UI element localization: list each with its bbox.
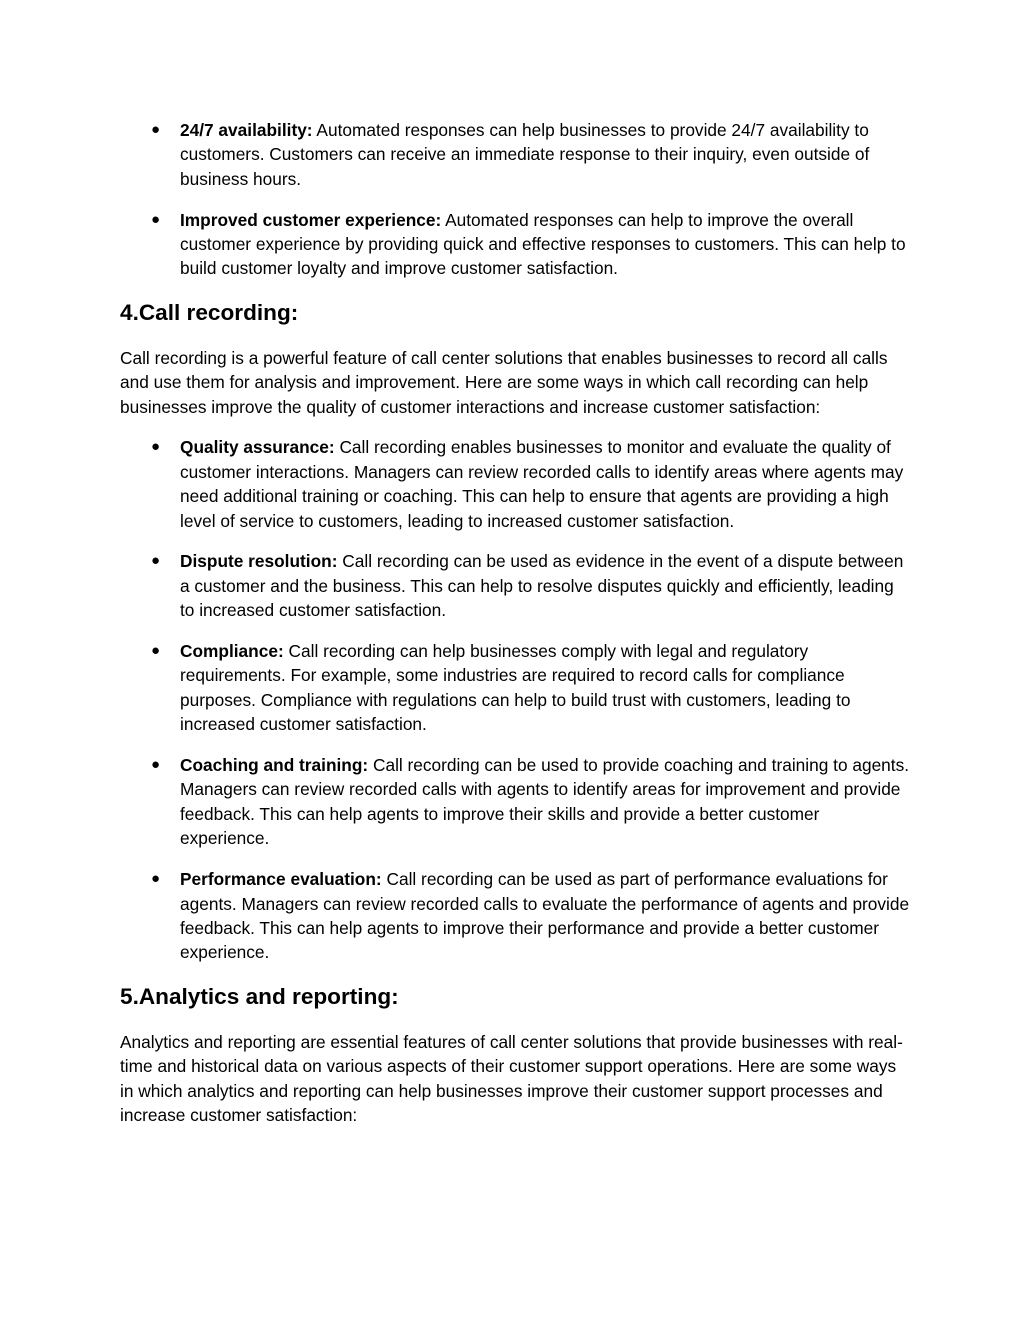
list-item (120, 753, 910, 851)
item-text: Call recording can be used as evidence in the event of a dispute between a customer and the business. This can help to resolve disputes quickly and efficiently, leading to increased customer satisfaction. (180, 551, 904, 621)
bullet-icon: ● (151, 642, 161, 660)
item-term: Dispute resolution: (180, 551, 338, 572)
bullet-list-call-recording (120, 435, 910, 964)
item-text: Call recording can be used as part of performance evaluations for agents. Managers can review recorded calls to evaluate the performance of agents and provide feedback. This can help agents to improve their performance and provide a better customer experience. (180, 869, 910, 963)
item-text: Call recording can be used to provide coaching and training to agents. Managers can review recorded calls with agents to identify areas for improvement and provide feedback. This can help agents to improve their skills and provide a better customer experience. (180, 755, 910, 849)
bullet-icon: ● (151, 552, 161, 570)
list-item (120, 639, 910, 737)
item-text: Call recording enables businesses to monitor and evaluate the quality of customer interactions. Managers can review recorded calls to identify areas where agents may need additional training or coaching. This can help to ensure that agents are providing a high level of service to customers, leading to increased customer satisfaction. (180, 437, 904, 531)
bullet-icon: ● (151, 870, 161, 888)
item-text: Automated responses can help businesses to provide 24/7 availability to customers. Customers can receive an immediate response to their inquiry, even outside of business hours. (180, 120, 870, 189)
item-term: Improved customer experience: (180, 209, 442, 230)
list-item (120, 867, 910, 965)
item-term: Quality assurance: (180, 437, 335, 458)
list-item (120, 549, 910, 622)
item-text: Call recording can help businesses comply with legal and regulatory requirements. For example, some industries are required to record calls for compliance purposes. Compliance with regulations can help to build trust with customers, leading to increased customer satisfaction. (180, 641, 851, 735)
section-intro-analytics: Analytics and reporting are essential features of call center solutions that provide businesses with real-time and historical data on various aspects of their customer support operations. Here are some ways in which analytics and reporting can help businesses improve their customer support processes and increase customer satisfaction: (120, 1031, 903, 1125)
item-term: Performance evaluation: (180, 869, 382, 890)
document-page (120, 118, 910, 1144)
list-item (120, 435, 910, 533)
section-heading-analytics: 5.Analytics and reporting: (120, 983, 399, 1009)
bullet-icon: ● (151, 210, 161, 228)
bullet-icon: ● (151, 438, 161, 456)
item-text: Automated responses can help to improve the overall customer experience by providing quick and effective responses to customers. This can help to build customer loyalty and improve customer satisfaction. (180, 209, 906, 279)
bullet-icon: ● (151, 756, 161, 774)
list-item (120, 208, 910, 281)
bullet-list-automated-responses (120, 118, 910, 281)
section-intro-call-recording: Call recording is a powerful feature of call center solutions that enables businesses to record all calls and use them for analysis and improvement. Here are some ways in which call recording can help businesses improve the quality of customer interactions and increase customer satisfaction: (120, 347, 888, 417)
section-heading-call-recording: 4.Call recording: (120, 299, 299, 325)
list-item (120, 118, 910, 191)
item-term: 24/7 availability: (180, 120, 313, 140)
item-term: Compliance: (180, 641, 284, 662)
item-term: Coaching and training: (180, 755, 369, 776)
bullet-icon: ● (151, 121, 161, 138)
